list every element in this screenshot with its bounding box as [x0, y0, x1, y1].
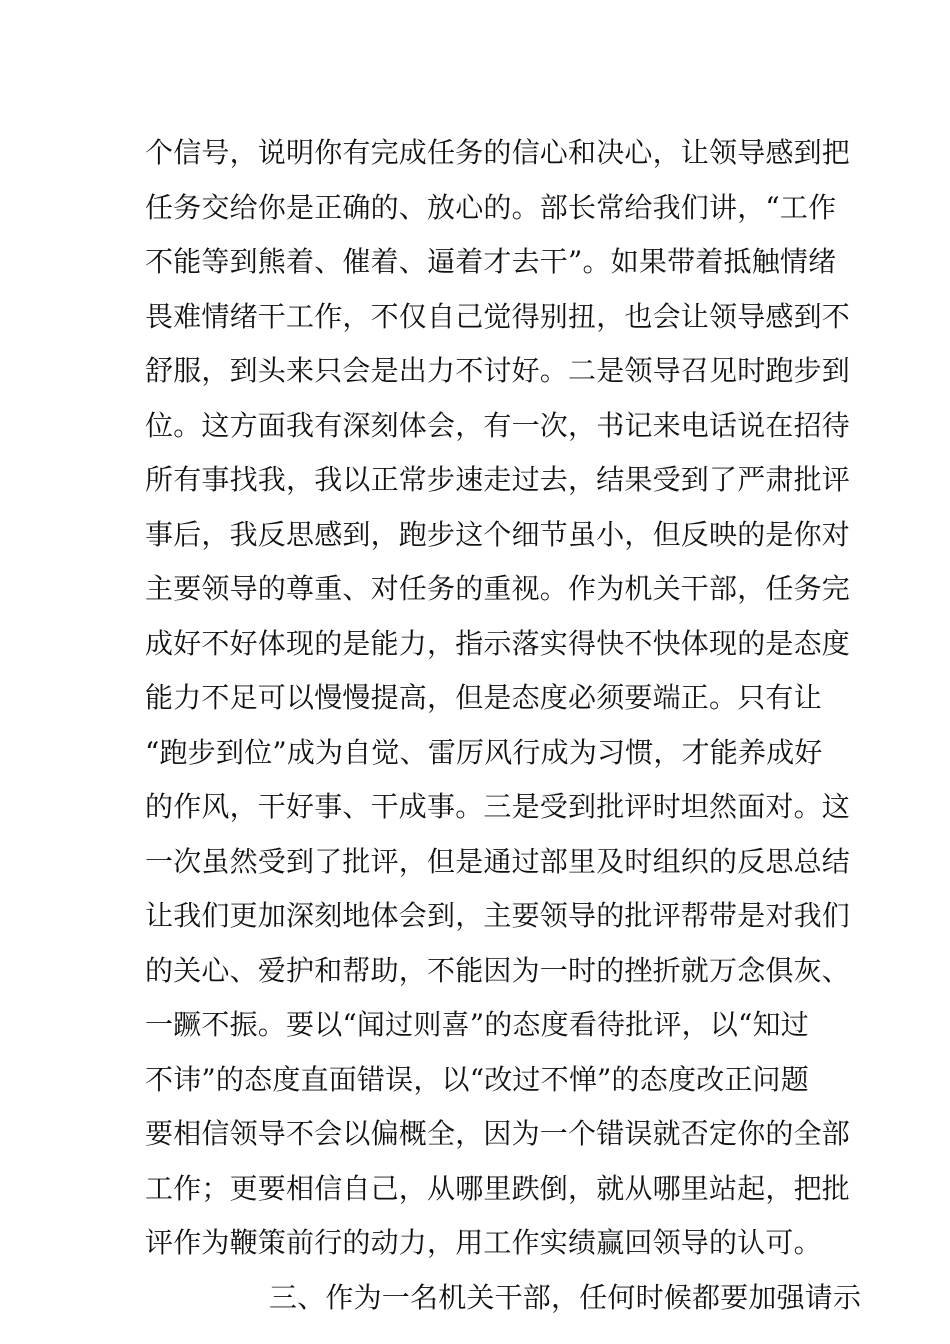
text-line: 主要领导的尊重、对任务的重视。作为机关干部，任务完: [145, 572, 851, 605]
text-line: 一蹶不振。要以“闻过则喜”的态度看待批评，以“知过: [145, 1008, 809, 1041]
text-line: 能力不足可以慢慢提高，但是态度必须要端正。只有让: [145, 681, 822, 714]
text-line: 工作；更要相信自己，从哪里跌倒，就从哪里站起，把批: [145, 1171, 851, 1205]
text-line: 的作风，干好事、干成事。三是受到批评时坦然面对。这: [145, 790, 851, 823]
text-line: 舒服，到头来只会是出力不讨好。二是领导召见时跑步到: [145, 354, 851, 387]
text-line: 任务交给你是正确的、放心的。部长常给我们讲，“工作: [145, 190, 837, 224]
text-line: 个信号，说明你有完成任务的信心和决心，让领导感到把: [145, 136, 851, 169]
section-heading: 三、作为一名机关干部，任何时候都要加强请示: [269, 1280, 862, 1314]
text-line: 评作为鞭策前行的动力，用工作实绩赢回领导的认可。: [145, 1226, 822, 1259]
text-line: 一次虽然受到了批评，但是通过部里及时组织的反思总结: [145, 844, 851, 878]
text-line: 畏难情绪干工作，不仅自己觉得别扭，也会让领导感到不: [145, 299, 851, 333]
text-line: 不讳”的态度直面错误，以“改过不惮”的态度改正问题: [145, 1062, 809, 1096]
text-line: “跑步到位”成为自觉、雷厉风行成为习惯，才能养成好: [145, 735, 823, 769]
body-text: [145, 126, 862, 1325]
text-line: 成好不好体现的是能力，指示落实得快不快体现的是态度: [145, 626, 851, 660]
text-line: 不能等到熊着、催着、逼着才去干”。如果带着抵触情绪: [145, 245, 837, 278]
text-line: 的关心、爱护和帮助，不能因为一时的挫折就万念俱灰、: [145, 953, 851, 987]
text-line: 位。这方面我有深刻体会，有一次，书记来电话说在招待: [145, 408, 851, 442]
text-line: 要相信领导不会以偏概全，因为一个错误就否定你的全部: [145, 1117, 851, 1150]
text-line: 所有事找我，我以正常步速走过去，结果受到了严肃批评: [145, 463, 851, 496]
text-line: 事后，我反思感到，跑步这个细节虽小，但反映的是你对: [145, 517, 851, 551]
text-line: 让我们更加深刻地体会到，主要领导的批评帮带是对我们: [145, 899, 851, 932]
